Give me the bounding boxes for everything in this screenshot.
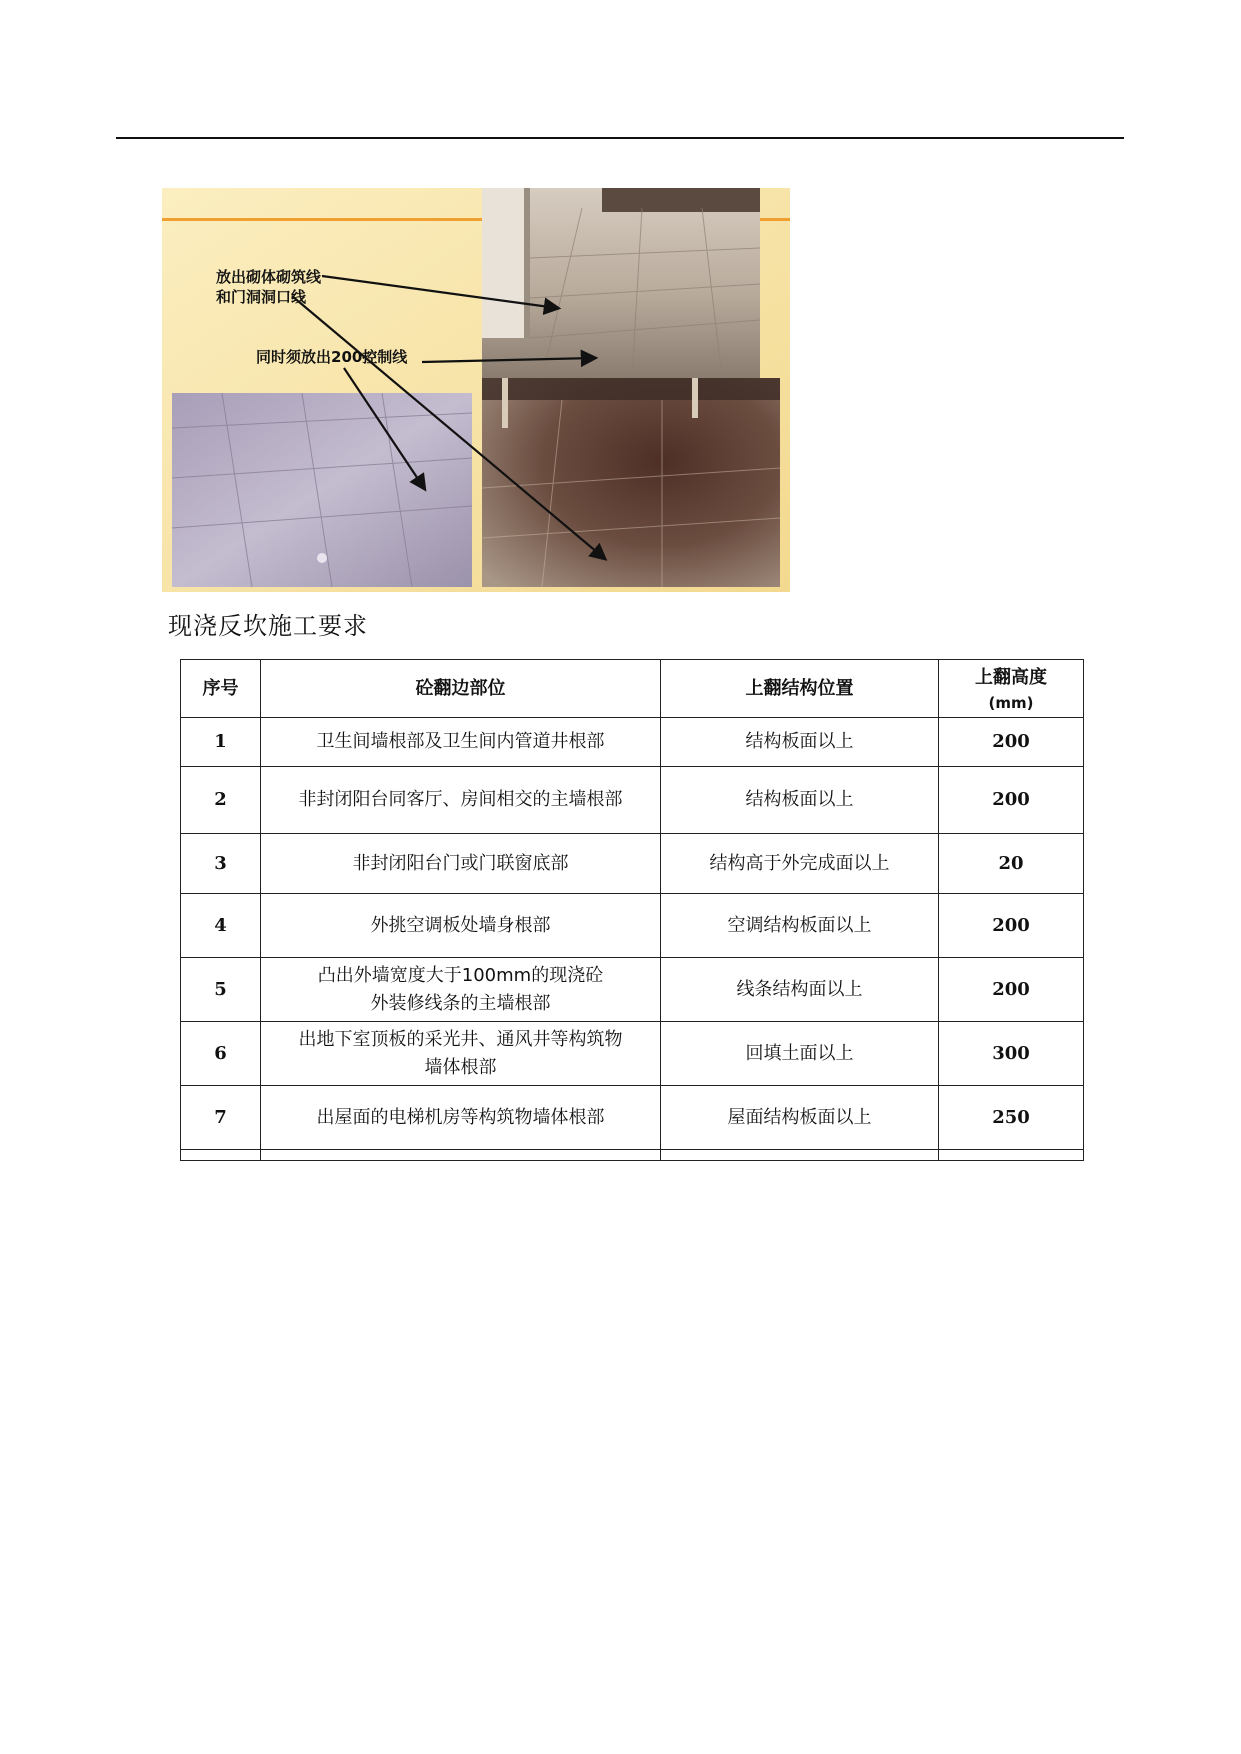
table-row xyxy=(181,1022,1084,1086)
row-height: 200 xyxy=(939,958,1084,1022)
table-row xyxy=(181,718,1084,767)
row-height: 200 xyxy=(939,894,1084,958)
row-height: 20 xyxy=(939,834,1084,894)
row-part xyxy=(261,958,661,1022)
table-row xyxy=(181,958,1084,1022)
row-part: 出屋面的电梯机房等构筑物墙体根部 xyxy=(261,1086,661,1150)
upturn-spec-table xyxy=(180,659,1084,1161)
photo-corridor-layout-lines xyxy=(482,188,760,378)
row-position: 结构板面以上 xyxy=(661,767,939,834)
row-part-line2: 墙体根部 xyxy=(424,1056,497,1078)
figure-caption: 现浇反坎施工要求 xyxy=(168,612,368,640)
row-part: 卫生间墙根部及卫生间内管道井根部 xyxy=(261,718,661,767)
header-height-unit: (mm) xyxy=(988,693,1034,712)
row-part-line1: 出地下室顶板的采光井、通风井等构筑物 xyxy=(298,1028,623,1050)
row-position: 回填土面以上 xyxy=(661,1022,939,1086)
table-row xyxy=(181,1086,1084,1150)
row-no: 2 xyxy=(181,767,261,834)
row-height: 200 xyxy=(939,718,1084,767)
header-part: 砼翻边部位 xyxy=(261,660,661,718)
header-height-label: 上翻高度 xyxy=(975,666,1047,688)
header-height xyxy=(939,660,1084,718)
row-part xyxy=(261,1022,661,1086)
row-part-line1: 凸出外墙宽度大于100mm的现浇砼 xyxy=(317,964,604,986)
row-no: 4 xyxy=(181,894,261,958)
construction-photo-figure xyxy=(162,188,790,592)
row-position: 结构板面以上 xyxy=(661,718,939,767)
row-no: 6 xyxy=(181,1022,261,1086)
table-row xyxy=(181,894,1084,958)
header-position: 上翻结构位置 xyxy=(661,660,939,718)
row-part-line2: 外装修线条的主墙根部 xyxy=(370,992,551,1014)
table-row xyxy=(181,767,1084,834)
table-continuation-row xyxy=(181,1150,1084,1161)
row-no: 1 xyxy=(181,718,261,767)
header-rule xyxy=(116,137,1124,139)
row-height: 200 xyxy=(939,767,1084,834)
row-no: 5 xyxy=(181,958,261,1022)
callout-label-masonry-line: 放出砌体砌筑线 xyxy=(216,268,322,286)
callout-label-door-opening-line: 和门洞洞口线 xyxy=(216,288,307,306)
table-row xyxy=(181,834,1084,894)
row-part: 外挑空调板处墙身根部 xyxy=(261,894,661,958)
photo-slab-control-lines xyxy=(172,393,472,587)
photo-collage xyxy=(162,188,790,592)
row-no: 7 xyxy=(181,1086,261,1150)
header-no: 序号 xyxy=(181,660,261,718)
photo-floor-wet xyxy=(482,378,780,587)
row-no: 3 xyxy=(181,834,261,894)
callout-label-control-line: 同时须放出200控制线 xyxy=(256,348,408,366)
row-position: 线条结构面以上 xyxy=(661,958,939,1022)
row-height: 250 xyxy=(939,1086,1084,1150)
row-part: 非封闭阳台同客厅、房间相交的主墙根部 xyxy=(261,767,661,834)
row-position: 屋面结构板面以上 xyxy=(661,1086,939,1150)
row-position: 结构高于外完成面以上 xyxy=(661,834,939,894)
row-height: 300 xyxy=(939,1022,1084,1086)
row-part: 非封闭阳台门或门联窗底部 xyxy=(261,834,661,894)
row-position: 空调结构板面以上 xyxy=(661,894,939,958)
table-header-row xyxy=(181,660,1084,718)
